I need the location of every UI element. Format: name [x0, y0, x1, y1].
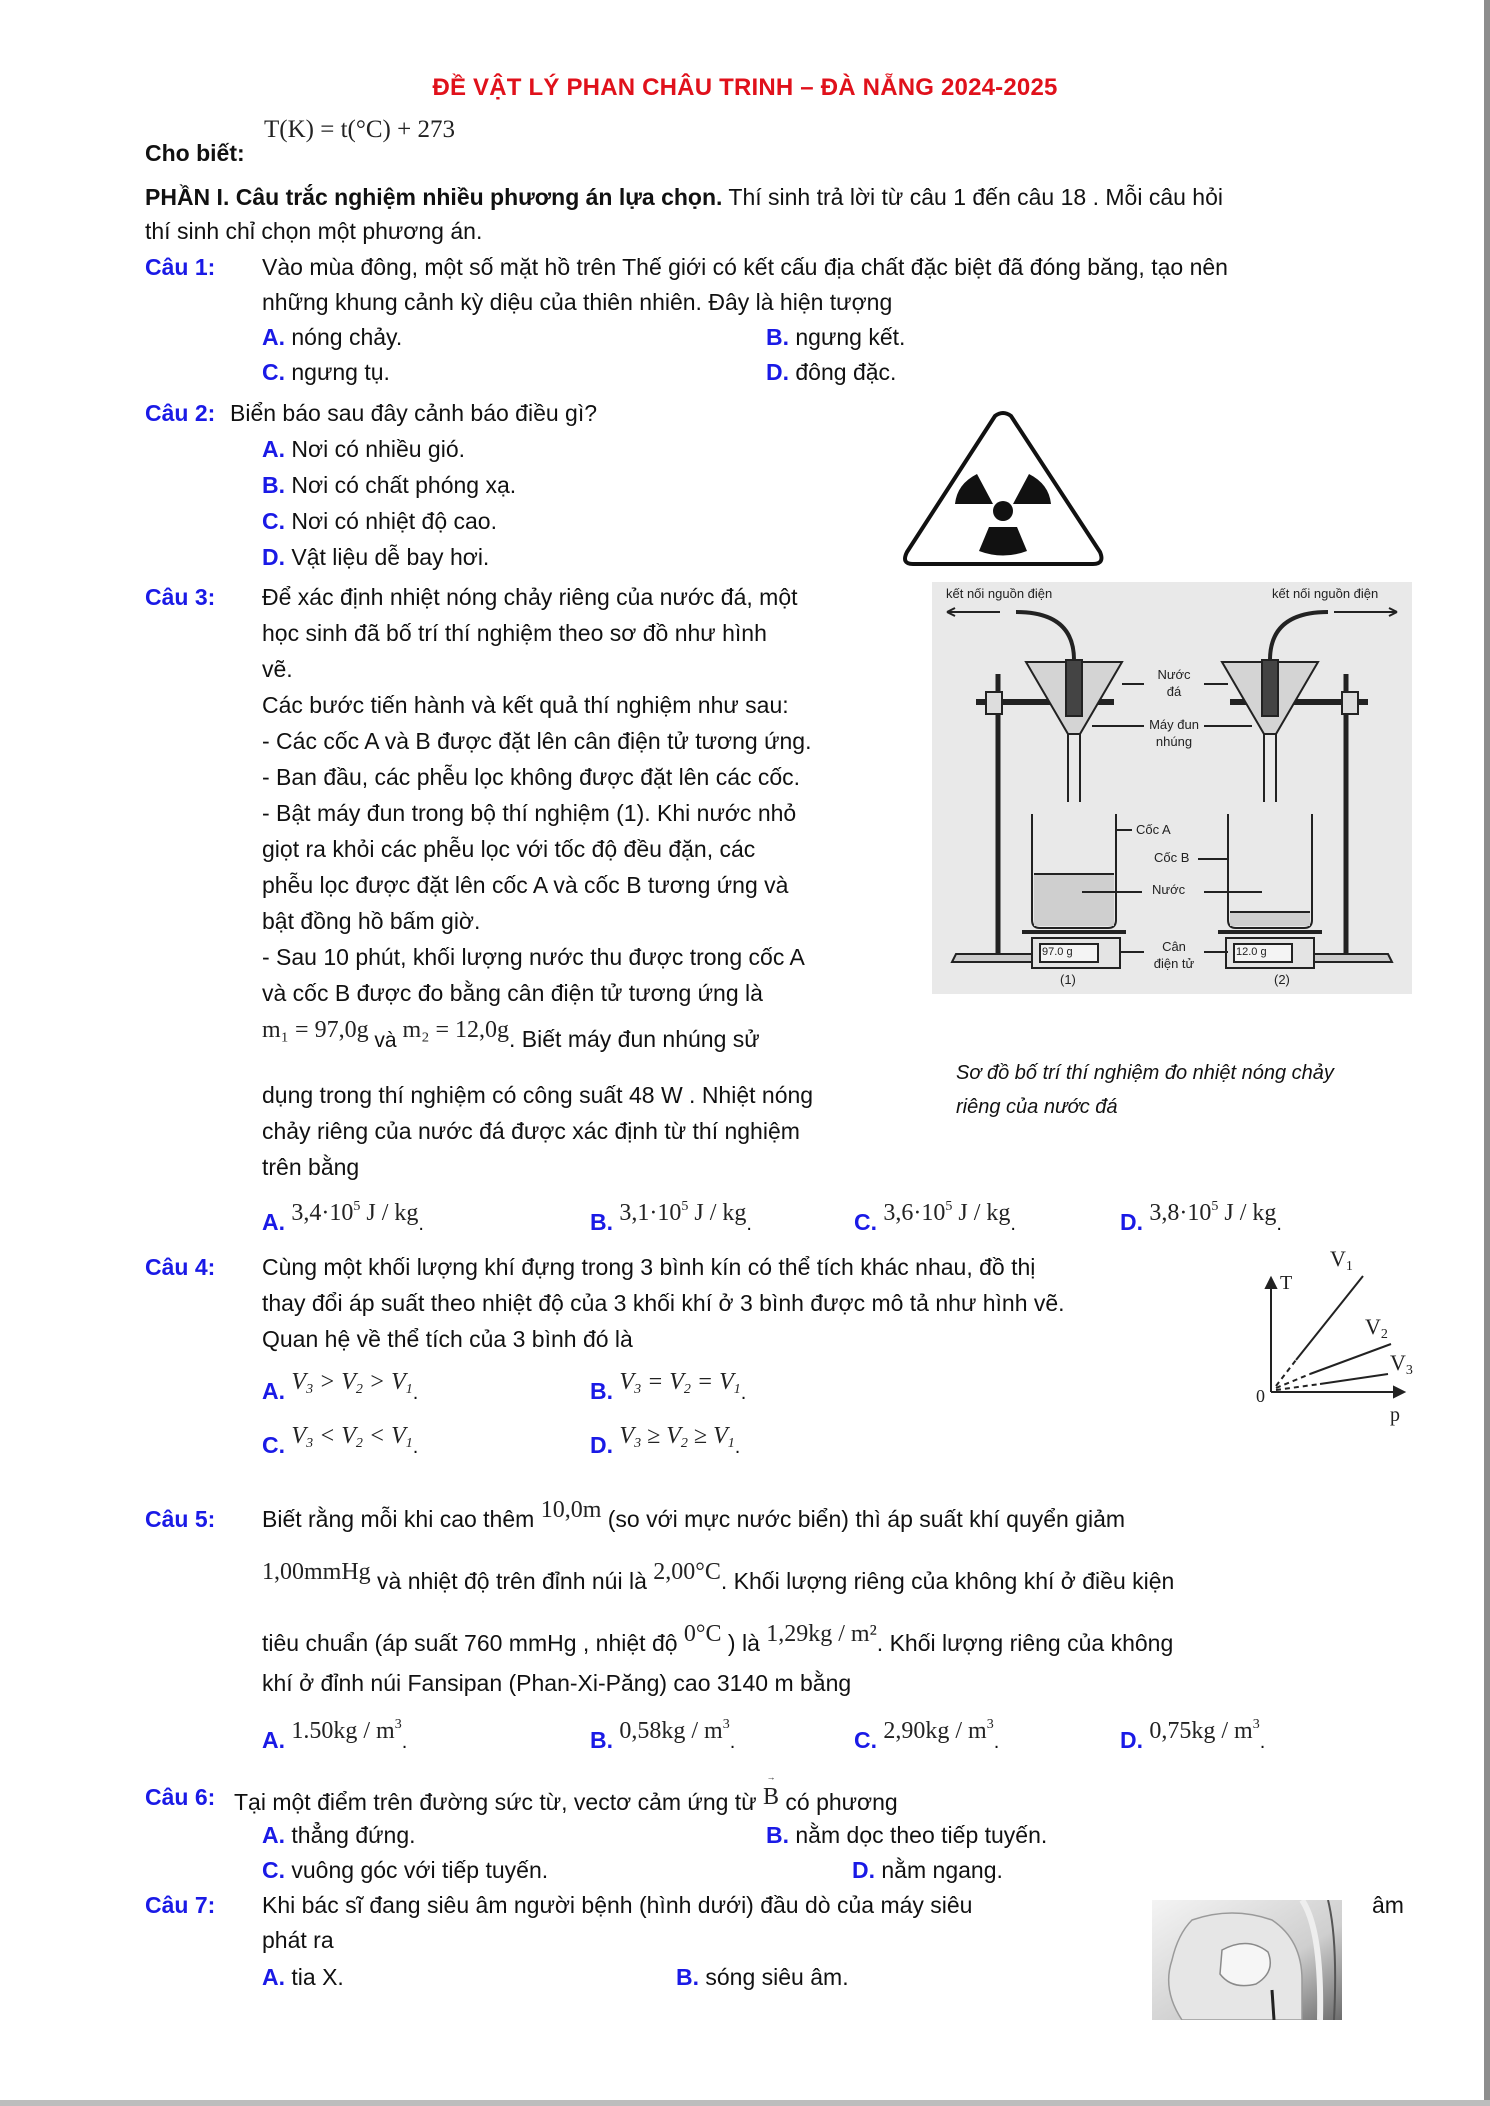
question-text-line: Các bước tiến hành và kết quả thí nghiệm như sau:	[262, 692, 789, 718]
option-value	[291, 1200, 418, 1226]
option-c[interactable]	[262, 1853, 548, 1887]
v3-dash	[1276, 1384, 1320, 1390]
option-expr: $V_3 < V_2 < V_1$	[291, 1423, 413, 1451]
option-d[interactable]	[766, 355, 896, 389]
option-expr: $V_3 \ge V_2 \ge V_1$	[619, 1423, 735, 1451]
part1-instructions-line2: thí sinh chỉ chọn một phương án.	[145, 218, 483, 244]
option-expr: $V_3 > V_2 > V_1$	[291, 1369, 413, 1397]
question-text-line: phễu lọc được đặt lên cốc A và cốc B tương ứng và	[262, 872, 789, 898]
option-text: Nơi có nhiều gió.	[285, 436, 466, 462]
option-d[interactable]: D. $0,75kg / m^3$.	[1120, 1717, 1266, 1753]
question-text-line: Vào mùa đông, một số mặt hồ trên Thế giới có kết cấu địa chất đặc biệt đã đóng băng, tạo nên	[262, 254, 1228, 280]
v3-line	[1320, 1374, 1388, 1384]
question-text-line: chảy riêng của nước đá được xác định từ thí nghiệm	[262, 1118, 800, 1144]
cup-a-label: Cốc A	[1136, 822, 1171, 837]
option-text: sóng siêu âm.	[699, 1964, 849, 1990]
question-label: Câu 3:	[145, 584, 216, 610]
question-text-line: - Bật máy đun trong bộ thí nghiệm (1). Khi nước nhỏ	[262, 800, 797, 826]
scale-reading-1: 97.0 g	[1042, 946, 1073, 958]
option-b[interactable]	[766, 320, 905, 354]
option-letter: B.	[590, 1378, 613, 1404]
heater-label: Máy đun nhúng	[1149, 717, 1199, 749]
math-inline: 10,0m	[540, 1497, 602, 1523]
question-text-line: Biển báo sau đây cảnh báo điều gì?	[230, 400, 598, 426]
option-text: Nơi có chất phóng xạ.	[285, 472, 517, 498]
part1-instructions: Thí sinh trả lời từ câu 1 đến câu 18 . Mỗi câu hỏi	[722, 184, 1223, 210]
option-a[interactable]	[262, 1960, 344, 1994]
v1-label: $V_1$	[1330, 1246, 1353, 1274]
option-c[interactable]	[262, 355, 390, 389]
option-a[interactable]: A. $3,4\cdot 10^5$ J / kg.	[262, 1199, 424, 1235]
option-letter: C.	[262, 1857, 285, 1883]
option-letter: B.	[262, 472, 285, 498]
option-letter: A.	[262, 436, 285, 462]
question-text-line: vẽ.	[262, 656, 293, 682]
question-label: Câu 2:	[145, 400, 216, 426]
question-text-line: Tại một điểm trên đường sức từ, vectơ cảm ứng từ → B có phương	[234, 1772, 898, 1815]
option-letter: C.	[262, 508, 285, 534]
option-a[interactable]: A. $1.50kg / m^3$.	[262, 1717, 408, 1753]
and-word: và	[368, 1029, 403, 1052]
t-p-graph	[1240, 1240, 1420, 1430]
option-value: $2,90kg / m^3$	[883, 1717, 994, 1744]
option-letter: B.	[676, 1964, 699, 1990]
option-a[interactable]	[262, 432, 465, 466]
question-label: Câu 7:	[145, 1892, 216, 1918]
option-text: vuông góc với tiếp tuyến.	[285, 1857, 549, 1883]
option-letter: D.	[262, 544, 285, 570]
option-letter: B.	[590, 1727, 613, 1753]
question-label: Câu 6:	[145, 1784, 216, 1810]
part1-heading	[145, 180, 1223, 214]
ice-label: Nước đá	[1157, 667, 1191, 699]
water-label: Nước	[1152, 882, 1186, 897]
scale-label: Cân điện tử	[1153, 939, 1195, 971]
radiation-warning-sign-icon	[895, 406, 1115, 570]
mantissa: 3,8·10	[1149, 1200, 1212, 1226]
option-text: đông đặc.	[789, 359, 897, 385]
p-axis-label: p	[1390, 1404, 1400, 1426]
option-b[interactable]	[766, 1818, 1047, 1852]
question-text-line: Biết rằng mỗi khi cao thêm 10,0m (so với mực nước biển) thì áp suất khí quyển giảm	[262, 1497, 1126, 1532]
option-value	[619, 1200, 746, 1226]
unit: J / kg	[688, 1200, 747, 1226]
option-b[interactable]: B. $0,58kg / m^3$.	[590, 1717, 736, 1753]
math-inline: 1,00mmHg	[262, 1559, 371, 1585]
option-letter: C.	[854, 1209, 877, 1235]
option-a[interactable]: A. $V_3 > V_2 > V_1$.	[262, 1369, 419, 1404]
option-letter: C.	[262, 1432, 285, 1458]
question-text-line: 1,00mmHg và nhiệt độ trên đỉnh núi là 2,00°C. Khối lượng riêng của không khí ở điều kiện	[262, 1559, 1175, 1594]
question-label: Câu 5:	[145, 1506, 216, 1532]
math-m2: m₂ = 12,0g	[402, 1017, 510, 1043]
option-c[interactable]: C. $2,90kg / m^3$.	[854, 1717, 1000, 1753]
unit: J / kg	[360, 1200, 419, 1226]
option-letter: C.	[262, 359, 285, 385]
option-d[interactable]: D. $V_3 \ge V_2 \ge V_1$.	[590, 1423, 741, 1458]
question-text-line: Để xác định nhiệt nóng chảy riêng của nước đá, một	[262, 584, 798, 610]
setup-2-label: (2)	[1274, 972, 1290, 987]
option-c[interactable]	[262, 504, 497, 538]
question-text-line: trên bằng	[262, 1154, 360, 1180]
document-title: ĐỀ VẬT LÝ PHAN CHÂU TRINH – ĐÀ NẴNG 2024-2025	[432, 74, 1058, 101]
option-text: Nơi có nhiệt độ cao.	[285, 508, 497, 534]
option-letter: C.	[854, 1727, 877, 1753]
option-text: nằm ngang.	[875, 1857, 1003, 1883]
question-text-line: giọt ra khỏi các phễu lọc với tốc độ đều đặn, các	[262, 836, 756, 862]
question-text-line: tiêu chuẩn (áp suất 760 mmHg , nhiệt độ 0°C ) là 1,29kg / m². Khối lượng riêng của không	[262, 1621, 1174, 1656]
question-text-line: Khi bác sĩ đang siêu âm người bệnh (hình dưới) đầu dò của máy siêu	[262, 1892, 973, 1918]
option-letter: D.	[766, 359, 789, 385]
question-text-line: - Các cốc A và B được đặt lên cân điện tử tương ứng.	[262, 728, 812, 754]
figure-caption: riêng của nước đá	[956, 1096, 1118, 1118]
ultrasound-probe-photo-icon	[1152, 1900, 1342, 2020]
question-text-line: dụng trong thí nghiệm có công suất 48 W . Nhiệt nóng	[262, 1082, 814, 1108]
apparatus-diagram-icon	[932, 582, 1412, 994]
option-b[interactable]: B. $3,1\cdot 10^5$ J / kg.	[590, 1199, 752, 1235]
option-letter: B.	[590, 1209, 613, 1235]
power-label-right: kết nối nguồn điện	[1272, 586, 1379, 601]
option-text: ngưng kết.	[789, 324, 906, 350]
math-m1: m₁ = 97,0g	[262, 1017, 369, 1043]
question-text-line: phát ra	[262, 1927, 334, 1953]
question-text-line: thay đổi áp suất theo nhiệt độ của 3 khối khí ở 3 bình được mô tả như hình vẽ.	[262, 1290, 1065, 1316]
question-text-line: và cốc B được đo bằng cân điện tử tương ứng là	[262, 980, 763, 1006]
question-text-line: Cùng một khối lượng khí đựng trong 3 bình kín có thể tích khác nhau, đồ thị	[262, 1254, 1036, 1280]
setup-1-label: (1)	[1060, 972, 1076, 987]
option-d[interactable]	[852, 1853, 1003, 1887]
v2-line	[1310, 1344, 1391, 1374]
option-d[interactable]	[262, 540, 489, 574]
option-letter: A.	[262, 1964, 285, 1990]
option-letter: B.	[766, 1822, 789, 1848]
option-value	[1149, 1200, 1276, 1226]
option-b[interactable]	[676, 1960, 849, 1994]
part1-title: PHẦN I. Câu trắc nghiệm nhiều phương án lựa chọn.	[145, 184, 723, 210]
option-letter: A.	[262, 1727, 285, 1753]
option-a[interactable]	[262, 1818, 416, 1852]
question-label: Câu 4:	[145, 1254, 216, 1280]
option-letter: D.	[852, 1857, 875, 1883]
option-letter: A.	[262, 1822, 285, 1848]
option-d[interactable]: D. $3,8\cdot 10^5$ J / kg.	[1120, 1199, 1282, 1235]
option-letter: A.	[262, 1378, 285, 1404]
mantissa: 3,4·10	[291, 1200, 354, 1226]
v1-line	[1296, 1276, 1363, 1360]
option-c[interactable]: C. $3,6\cdot 10^5$ J / kg.	[854, 1199, 1016, 1235]
figure-caption: Sơ đồ bố trí thí nghiệm đo nhiệt nóng chảy	[956, 1062, 1334, 1084]
option-b[interactable]	[262, 468, 516, 502]
scale-reading-2: 12.0 g	[1236, 946, 1267, 958]
question-text-line: khí ở đỉnh núi Fansipan (Phan-Xi-Păng) cao 3140 m bằng	[262, 1670, 852, 1696]
option-text: tia X.	[285, 1964, 344, 1990]
v3-label: $V_3$	[1390, 1350, 1413, 1378]
question-text-line: Quan hệ về thể tích của 3 bình đó là	[262, 1326, 633, 1352]
option-letter: D.	[590, 1432, 613, 1458]
option-text: nằm dọc theo tiếp tuyến.	[789, 1822, 1048, 1848]
option-a[interactable]	[262, 320, 402, 354]
mantissa: 3,6·10	[883, 1200, 946, 1226]
exponent: 5	[1211, 1199, 1219, 1214]
option-value: $0,75kg / m^3$	[1149, 1717, 1260, 1744]
given-formula: T(K) = t(°C) + 273	[264, 116, 455, 143]
v1-dash	[1276, 1360, 1296, 1386]
v2-label: $V_2$	[1365, 1314, 1388, 1342]
option-value: $0,58kg / m^3$	[619, 1717, 730, 1744]
question-text-line: - Sau 10 phút, khối lượng nước thu được trong cốc A	[262, 944, 805, 970]
question-label: Câu 1:	[145, 254, 216, 280]
page-edge	[1484, 0, 1490, 2106]
question-text-line	[262, 1017, 760, 1058]
question-text-line: - Ban đầu, các phễu lọc không được đặt lên các cốc.	[262, 764, 801, 790]
given-label: Cho biết:	[145, 140, 245, 166]
option-value	[883, 1200, 1010, 1226]
math-inline: 0°C	[683, 1621, 722, 1647]
option-value: $1.50kg / m^3$	[291, 1717, 402, 1744]
option-letter: D.	[1120, 1209, 1143, 1235]
option-c[interactable]: C. $V_3 < V_2 < V_1$.	[262, 1423, 419, 1458]
option-text: Vật liệu dễ bay hơi.	[285, 544, 490, 570]
option-text: thẳng đứng.	[285, 1822, 416, 1848]
option-text: ngưng tụ.	[285, 359, 390, 385]
option-letter: B.	[766, 324, 789, 350]
unit: J / kg	[1218, 1200, 1277, 1226]
exponent: 5	[681, 1199, 689, 1214]
option-letter: A.	[262, 1209, 285, 1235]
mantissa: 3,1·10	[619, 1200, 682, 1226]
cup-b-label: Cốc B	[1154, 850, 1190, 865]
exponent: 5	[945, 1199, 953, 1214]
experiment-figure	[932, 582, 1412, 994]
vector-b: → B	[762, 1772, 779, 1810]
question-text-line: học sinh đã bố trí thí nghiệm theo sơ đồ như hình	[262, 620, 767, 646]
text-after-m: . Biết máy đun nhúng sử	[509, 1026, 760, 1052]
question-text-line: bật đồng hồ bấm giờ.	[262, 908, 481, 934]
math-inline: 2,00°C	[653, 1559, 721, 1585]
option-expr: $V_3 = V_2 = V_1$	[619, 1369, 741, 1397]
question-text-line: âm	[1372, 1892, 1404, 1918]
exponent: 5	[353, 1199, 361, 1214]
option-text: nóng chảy.	[285, 324, 403, 350]
option-b[interactable]: B. $V_3 = V_2 = V_1$.	[590, 1369, 747, 1404]
option-letter: A.	[262, 324, 285, 350]
unit: J / kg	[952, 1200, 1011, 1226]
option-letter: D.	[1120, 1727, 1143, 1753]
power-label-left: kết nối nguồn điện	[946, 586, 1053, 601]
page-edge	[0, 2100, 1490, 2106]
question-text-line: những khung cảnh kỳ diệu của thiên nhiên. Đây là hiện tượng	[262, 289, 893, 315]
math-inline: 1,29kg / m²	[766, 1621, 877, 1647]
t-axis-label: T	[1280, 1272, 1293, 1294]
origin-label: 0	[1256, 1386, 1265, 1406]
